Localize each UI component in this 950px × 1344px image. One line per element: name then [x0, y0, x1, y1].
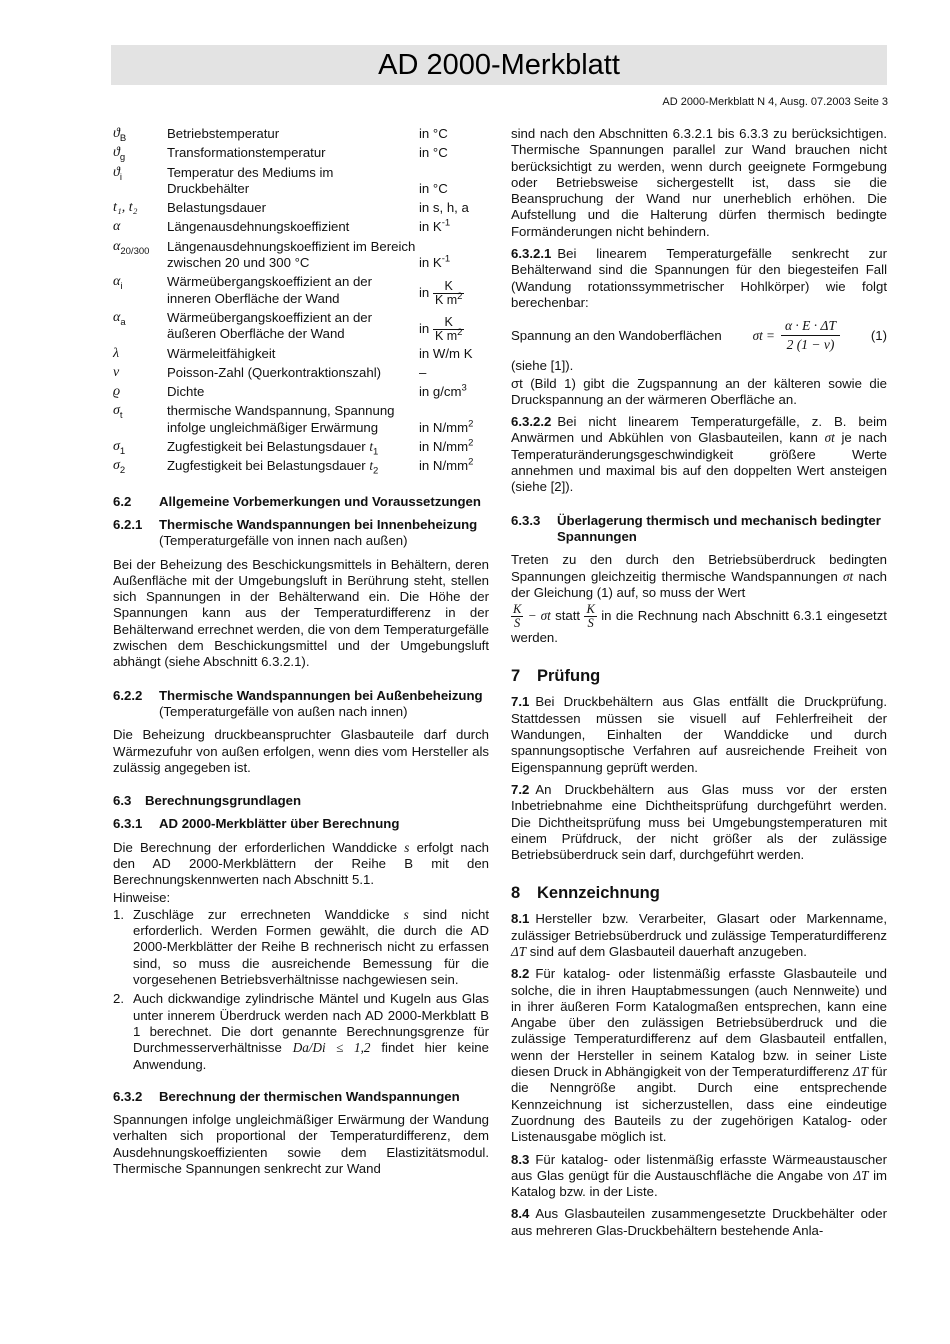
description-cell: Betriebstemperatur: [167, 126, 280, 141]
unit-cell: in s, h, a: [419, 200, 469, 216]
symbol-cell: λ: [113, 345, 120, 361]
heading-6-2: 6.2 Allgemeine Vorbemerkungen und Voraussetzungen: [113, 493, 481, 509]
symbol-row: [113, 403, 489, 439]
unit-cell: in $K^{-1}$: [419, 218, 451, 235]
description-cell: Belastungsdauer: [167, 200, 266, 216]
symbol-cell: $ϑ_B$: [113, 126, 127, 144]
paragraph-6-3-2-2: 6.3.2.2 Bei nicht linearem Temperaturgefälle, z. B. beim Anwärmen und Abkühlen von Glasbauteilen, kann σt je nach Temperaturänderungsgeschwindigkeit größere Werte annehmen und maximal bis auf den doppelten Wert ansteigen (siehe [2]).: [511, 414, 887, 495]
notes-list: [113, 907, 489, 1073]
symbol-cell: $\alpha_i$: [113, 274, 123, 293]
symbol-cell: ν: [113, 364, 120, 380]
hinweise-label: Hinweise:: [113, 889, 171, 905]
description-cell: Poisson-Zahl (Querkontraktionszahl): [167, 364, 382, 380]
symbol-row: [113, 274, 489, 310]
unit-cell: in °C: [419, 126, 448, 141]
formula-reference: (siehe [1]).: [511, 358, 574, 374]
paragraph-8-4: 8.4 Aus Glasbauteilen zusammengesetzte Druckbehälter oder aus mehreren Glas-Druckbehältern bestehende Anla-: [511, 1206, 887, 1238]
description-cell: Zugfestigkeit bei Belastungsdauer $t_1$: [167, 439, 379, 458]
heading-6-3: 6.3 Berechnungsgrundlagen: [113, 793, 302, 809]
description-cell: Wärmeübergangskoeffizient an der inneren Oberfläche der Wand: [167, 274, 373, 306]
description-cell: Dichte: [167, 384, 205, 400]
description-cell: Längenausdehnungskoeffizient im Bereich zwischen 20 und 300 °C: [167, 238, 416, 271]
heading-6-3-2: 6.3.2 Berechnung der thermischen Wandspannungen: [113, 1088, 460, 1104]
symbol-row: [113, 384, 489, 403]
symbol-row: [113, 458, 489, 477]
symbol-cell: $\sigma_1$: [113, 439, 126, 457]
symbol-cell: $\sigma_t$: [113, 403, 123, 422]
symbol-row: [113, 239, 489, 275]
symbol-row: [113, 310, 489, 346]
symbol-cell: $\sigma_2$: [113, 458, 126, 477]
paragraph-8-3: 8.3 Für katalog- oder listenmäßig erfasste Wärmeaustauscher aus Glas genügt für die Austauschfläche die Angabe von ΔT im Katalog bzw. in der Liste.: [511, 1151, 887, 1200]
paragraph-6-2-2: Die Beheizung druckbeanspruchter Glasbauteile darf durch Wärmezufuhr von außen erfolgen, wenn dies vom Hersteller als zulässig angegeben ist.: [113, 727, 489, 775]
unit-cell: in $\frac{K}{K m^2}$: [419, 278, 463, 307]
unit-cell: in $N/mm^2$: [419, 456, 474, 474]
symbol-row: [113, 439, 489, 458]
paragraph-6-3-2-right: sind nach den Abschnitten 6.3.2.1 bis 6.3.3 zu berücksichtigen. Thermische Spannungen parallel zur Wand brauchen nicht berücksichtigt zu werden, wenn durch geeignete Formgebung oder Betriebsweise sichergestellt ist, dass sie die Beanspruchung der Wand nur unerheblich erhöhen. Die Aufstellung und die Halterung dürfen thermisch bedingte Formänderungen nicht behindern.: [511, 126, 887, 239]
symbol-cell: $ϑ_g$: [113, 145, 126, 164]
description-cell: Transformationstemperatur: [167, 145, 326, 161]
heading-6-2-1: 6.2.1 Thermische Wandspannungen bei Innenbeheizung (Temperaturgefälle von innen nach außen): [113, 516, 478, 549]
formula-fraction: $\frac{\alpha \cdot E \cdot \Delta T}{2 (1 - \nu)}$: [781, 317, 840, 354]
paragraph-8-2: 8.2 Für katalog- oder listenmäßig erfasste Glasbauteile und solche, die in ihren Hauptabmessungen (auch Nennweite) und in ihrer äußeren Form Katalogmaßen entsprechen, kann eine Angabe über den zulässigen Betriebsüberdruck und die zulässige Temperaturdifferenz auf dem Glasbauteil entfallen, wenn der Hersteller in seinem Katalog bzw. in seiner Liste diesen Druck in Abhängigkeit von der Temperaturdifferenz ΔT für die Nenngröße angibt. Durch eine entsprechende Kennzeichnung ist sicherzustellen, dass eine eindeutige Zuordnung des Bauteils zu der zugehörigen Katalog- oder Listenausgabe möglich ist.: [511, 966, 887, 1145]
paragraph-7-2: 7.2 An Druckbehältern aus Glas muss vor der ersten Inbetriebnahme eine Dichtheitsprüfung durchgeführt werden. Die Dichtheitsprüfung muss bei Umgebungstemperaturen mit einem Prüfdruck, der nicht größer als der zulässige Betriebsüberdruck sein darf, durchgeführt werden.: [511, 781, 887, 863]
paragraph-6-3-3: Treten zu den durch den Betriebsüberdruck bedingten Spannungen gleichzeitig thermische Wandspannungen σt nach der Gleichung (1) auf, so muss der Wert: [511, 552, 887, 600]
paragraph-6-3-2-1: 6.3.2.1 Bei linearem Temperaturgefälle senkrecht zur Behälterwand sind die Spannungen für den biegesteifen Fall (Wandung rotationssymmetrischer Hohlkörper) wie folgt berechenbar:: [511, 246, 887, 310]
paragraph-7-1: 7.1 Bei Druckbehältern aus Glas entfällt die Druckprüfung. Stattdessen müssen sie visuell auf Fehlerfreiheit der Wandungen, Einhalten der Wanddicke und durch spannungsoptische Verfahren auf ausreichende Freiheit von Eigenspannung geprüft werden.: [511, 694, 887, 775]
description-cell: thermische Wandspannung, Spannung infolge ungleichmäßiger Erwärmung: [167, 403, 395, 435]
symbol-cell: ϱ: [113, 384, 121, 400]
section-8-heading: 8 Kennzeichnung: [511, 884, 660, 903]
description-cell: Wärmeübergangskoeffizient an der äußeren Oberfläche der Wand: [167, 309, 373, 342]
paragraph-sigma-t: σt (Bild 1) gibt die Zugspannung an der kälteren sowie die Druckspannung an der wärmeren Oberfläche an.: [511, 375, 887, 407]
heading-6-3-3: 6.3.3 Überlagerung thermisch und mechanisch bedingter Spannungen: [511, 512, 881, 544]
symbol-row: [113, 200, 489, 219]
description-cell: Längenausdehnungskoeffizient: [167, 219, 350, 235]
formula-number: (1): [870, 327, 887, 343]
right-column: [511, 126, 887, 1245]
unit-cell: in W/m K: [419, 345, 473, 361]
unit-fraction: $\frac{K}{K m^2}$: [434, 278, 463, 307]
symbol-cell: $\alpha_a$: [113, 309, 126, 328]
heading-6-3-1: 6.3.1 AD 2000-Merkblätter über Berechnung: [113, 816, 400, 832]
symbol-cell: $ϑ_i$: [113, 164, 122, 183]
description-cell: Wärmeleitfähigkeit: [167, 345, 276, 361]
formula-lhs: σt =: [752, 327, 775, 343]
fraction-k-s-2: $\frac{K}{S}$: [586, 602, 595, 631]
unit-cell: in °C: [419, 180, 448, 196]
note-1: 1. Zuschläge zur errechneten Wanddicke s sind nicht erforderlich. Werden Formen gewählt, die durch die AD 2000-Merkblätter der Reihe B rechnerisch nicht zu erfassen sind, so muss die ausreichende Bemessung für die vorgesehenen Betriebsverhältnisse nachgewiesen sein.: [113, 906, 489, 988]
running-head: AD 2000-Merkblatt N 4, Ausg. 07.2003 Seite 3: [662, 96, 888, 108]
fraction-k-s: $\frac{K}{S}$: [513, 602, 522, 631]
unit-cell: in $K^{-1}$: [419, 253, 451, 271]
unit-cell: in $N/mm^2$: [419, 418, 474, 435]
symbol-cell: $\alpha_{20/300}$: [113, 238, 150, 257]
section-7-heading: 7 Prüfung: [511, 667, 601, 686]
paragraph-6-3-2-left: Spannungen infolge ungleichmäßiger Erwärmung der Wandung verhalten sich proportional der Temperaturdifferenz, dem Ausdehnungskoeffizienten sowie dem Elastizitätsmodul. Thermische Spannungen senkrecht zur Wand: [113, 1112, 489, 1177]
symbol-row: [113, 145, 489, 164]
document-banner: AD 2000-Merkblatt: [111, 45, 887, 85]
symbol-row: [113, 365, 489, 384]
symbol-row: [113, 126, 489, 145]
symbol-cell: t₁, t₂: [113, 200, 138, 216]
paragraph-8-1: 8.1 Hersteller bzw. Verarbeiter, Glasart oder Markenname, zulässiger Betriebsüberdruck und zulässige Temperaturdifferenz ΔT sind auf dem Glasbauteil dauerhaft anzugeben.: [511, 911, 887, 959]
note-2: 2. Auch dickwandige zylindrische Mäntel und Kugeln aus Glas unter innerem Überdruck werden nach AD 2000-Merkblatt B 1 berechnet. Die dort genannte Berechnungsgrenze für Durchmesserverhältnisse Da/Di ≤ 1,2 findet hier keine Anwendung.: [113, 991, 489, 1072]
formula-1: Spannung an den Wandoberflächen σt = $\frac{\alpha \cdot E \cdot \Delta T}{2 (1 - \nu)}$ (1): [511, 318, 887, 353]
unit-cell: in $N/mm^2$: [419, 437, 474, 455]
description-cell: Zugfestigkeit bei Belastungsdauer $t_2$: [167, 458, 379, 477]
symbol-table: [113, 126, 489, 478]
paragraph-6-2-1: Bei der Beheizung des Beschickungsmittels in Behältern, deren Außenfläche mit der Umgebungsluft in Berührung steht, stellen sich Spannungen in der Behälterwand ein. Die Höhe der Spannungen kann aus der Temperaturdifferenz in der Behälterwand errechnet werden, die von dem Temperaturgefälle zwischen dem Beschickungsmittel und der Umgebungsluft abhängt (siehe Abschnitt 6.3.2.1).: [113, 556, 489, 670]
unit-cell: in °C: [419, 145, 448, 161]
unit-cell: in $g/cm^3$: [419, 382, 467, 400]
unit-fraction: $\frac{K}{K m^2}$: [434, 314, 463, 343]
symbol-row: [113, 165, 489, 201]
symbol-row: [113, 346, 489, 365]
heading-6-2-2: 6.2.2 Thermische Wandspannungen bei Außenbeheizung (Temperaturgefälle von außen nach innen): [113, 687, 483, 719]
symbol-row: [113, 219, 489, 238]
description-cell: Temperatur des Mediums im Druckbehälter: [167, 164, 334, 196]
left-column: [113, 126, 489, 1183]
paragraph-6-3-1: Die Berechnung der erforderlichen Wanddicke s erfolgt nach den AD 2000-Merkblättern der Reihe B mit den Berechnungskennwerten nach Abschnitt 5.1.: [113, 839, 489, 888]
paragraph-6-3-3-expression: $\frac{K}{S}$ − σt statt $\frac{K}{S}$ in die Rechnung nach Abschnitt 6.3.1 eingesetzt werden.: [511, 602, 887, 646]
unit-cell: –: [419, 364, 427, 380]
unit-cell: in $\frac{K}{K m^2}$: [419, 314, 463, 343]
symbol-cell: α: [113, 219, 121, 235]
